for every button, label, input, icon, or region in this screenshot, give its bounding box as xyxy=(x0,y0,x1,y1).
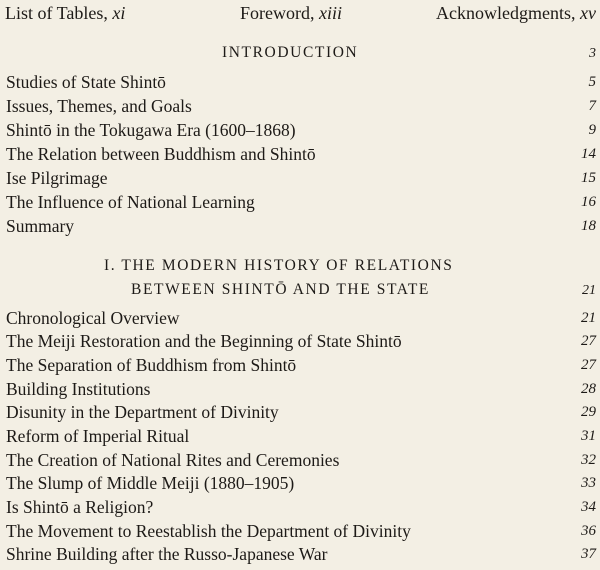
toc-entry[interactable]: Shintō in the Tokugawa Era (1600–1868) 9 xyxy=(6,120,596,140)
toc-entry[interactable]: Building Institutions 28 xyxy=(6,379,596,399)
toc-entry[interactable]: The Meiji Restoration and the Beginning of State Shintō 27 xyxy=(6,331,596,351)
chapter-1-title-line-2: BETWEEN SHINTŌ AND THE STATE xyxy=(131,281,430,298)
toc-entry[interactable]: The Influence of National Learning 16 xyxy=(6,192,596,212)
foreword-entry[interactable]: Foreword, xiii xyxy=(240,3,342,23)
toc-entry[interactable]: Shrine Building after the Russo-Japanese War 37 xyxy=(6,544,596,564)
toc-entry[interactable]: The Relation between Buddhism and Shintō 14 xyxy=(6,144,596,164)
toc-entry[interactable]: Ise Pilgrimage 15 xyxy=(6,168,596,188)
acknowledgments-entry[interactable]: Acknowledgments, xv xyxy=(436,3,596,23)
introduction-page-number: 3 xyxy=(589,46,596,61)
toc-entry[interactable]: The Separation of Buddhism from Shintō 27 xyxy=(6,355,596,375)
chapter-1-page-number: 21 xyxy=(582,283,596,298)
toc-entry[interactable]: Reform of Imperial Ritual 31 xyxy=(6,426,596,446)
toc-entry[interactable]: Summary 18 xyxy=(6,216,596,236)
toc-entry[interactable]: The Creation of National Rites and Ceremonies 32 xyxy=(6,450,596,470)
toc-entry[interactable]: The Movement to Reestablish the Department of Divinity 36 xyxy=(6,521,596,541)
toc-entry[interactable]: Is Shintō a Religion? 34 xyxy=(6,497,596,517)
list-of-tables-entry[interactable]: List of Tables, xi xyxy=(5,3,126,23)
chapter-1-title-line-1: I. THE MODERN HISTORY OF RELATIONS xyxy=(104,257,454,274)
toc-entry[interactable]: Studies of State Shintō 5 xyxy=(6,72,596,92)
front-matter-line xyxy=(0,0,600,30)
introduction-heading[interactable] xyxy=(0,44,600,66)
toc-entry[interactable]: Issues, Themes, and Goals 7 xyxy=(6,96,596,116)
toc-entry[interactable]: The Slump of Middle Meiji (1880–1905) 33 xyxy=(6,473,596,493)
chapter-1-heading[interactable] xyxy=(0,257,600,303)
toc-entry[interactable]: Chronological Overview 21 xyxy=(6,308,596,328)
toc-entry[interactable]: Disunity in the Department of Divinity 29 xyxy=(6,402,596,422)
introduction-title: INTRODUCTION xyxy=(222,44,359,61)
